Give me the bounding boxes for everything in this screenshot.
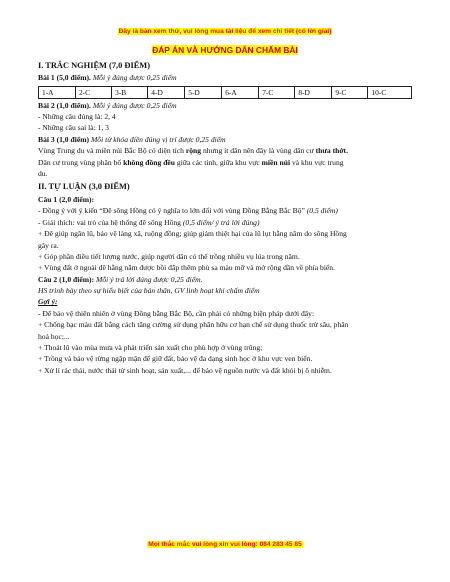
question-c2: Câu 2 (1,0 điểm): Mỗi ý trả lời đúng được 0,25 điểm. bbox=[38, 274, 203, 284]
c1-line: gây ra. bbox=[38, 240, 59, 250]
answer-cell: 5-D bbox=[185, 86, 222, 98]
hint-label: Gợi ý: bbox=[38, 297, 58, 307]
answer-cell: 7-C bbox=[259, 86, 295, 98]
answer-cell: 4-D bbox=[148, 86, 185, 98]
c2-line: + Xử lí rác thải, nước thải từ sinh hoạt, sản xuất,... để bảo vệ nguồn nước và đất khỏi bị ô nhiễm. bbox=[38, 365, 332, 375]
b3-answer-line-3: du. bbox=[38, 168, 48, 178]
b3-answer-line-1: Vùng Trung du và miền núi Bắc Bộ có diện tích rộng nhưng ít dân nên đây là vùng dân cư thưa thớt. bbox=[38, 146, 348, 156]
c1-line: + Vùng đất ở ngoài đê hằng năm được bồi đắp thêm phù sa màu mỡ và mở rộng dần về phía biển. bbox=[38, 263, 336, 273]
question-c1: Câu 1 (2,0 điểm): bbox=[38, 194, 95, 204]
section-heading-essay: II. TỰ LUẬN (3,0 ĐIỂM) bbox=[38, 182, 130, 192]
preview-banner: Đây là bản xem thử, vui lòng mua tài liệu để xem chi tiết (có lời giải) bbox=[118, 28, 332, 35]
answer-cell: 6-A bbox=[222, 86, 259, 98]
c1-line: - Đồng ý với ý kiến “Đê sông Hồng có ý nghĩa to lớn đối với vùng Đồng Bằng Bắc Bộ” (0,5 điểm) bbox=[38, 206, 338, 216]
c1-line: + Góp phần điều tiết lượng nước, giúp người dân có thể trồng nhiều vụ lúa trong năm. bbox=[38, 251, 300, 261]
question-b1: Bài 1 (5,0 điểm). Mỗi ý đúng được 0,25 điểm bbox=[38, 73, 177, 83]
answer-cell: 8-D bbox=[295, 86, 332, 98]
c2-line: + Thoát lũ vào mùa mưa và phát triển sản xuất cho phù hợp ở vùng trũng; bbox=[38, 343, 263, 353]
answer-cell: 2-C bbox=[75, 86, 111, 98]
c2-line: + Chống bạc màu đất bằng cách tăng cường sử dụng phân hữu cơ hạn chế sử dụng thuốc trừ sâu, phân bbox=[38, 320, 349, 330]
contact-footer: Mọi thắc mắc vui lòng xin vui lòng: 084 283 45 85 bbox=[148, 541, 302, 548]
section-heading-multiple-choice: I. TRẮC NGHIỆM (7,0 ĐIỂM) bbox=[38, 60, 150, 70]
question-b2: Bài 2 (1,0 điểm). Mỗi ý đúng được 0,25 điểm bbox=[38, 100, 177, 110]
c1-line: - Giải thích: vai trò của hệ thống đê sông Hồng (0,5 điểm/ ý trả lời đúng) bbox=[38, 217, 260, 227]
answer-table bbox=[38, 86, 412, 99]
c2-line: hoá học;... bbox=[38, 331, 70, 341]
answer-cell: 9-C bbox=[332, 86, 368, 98]
answer-cell: 1-A bbox=[39, 86, 76, 98]
question-b3: Bài 3 (1,0 điểm) Mỗi từ khóa điền đúng vị trí được 0,25 điểm bbox=[38, 134, 226, 144]
c1-line: + Đê giúp ngăn lũ, bảo vệ làng xã, ruộng đồng; giúp giảm thiệt hại của lũ lụt hằng năm do sông Hồng bbox=[38, 229, 347, 239]
b2-false-statements: - Những câu sai là: 1, 3 bbox=[38, 123, 109, 133]
grading-hint: HS trình bày theo sự hiểu biết của bản thân, GV linh hoạt khi chấm điểm bbox=[38, 286, 260, 296]
answer-cell: 10-C bbox=[368, 86, 412, 98]
c2-line: - Để bảo vệ thiên nhiên ở vùng Đồng bằng Bắc Bộ, cần phải có những biện pháp dưới đây: bbox=[38, 308, 315, 318]
b2-true-statements: - Những câu đúng là: 2, 4 bbox=[38, 112, 116, 121]
c2-line: + Trồng và bảo vệ rừng ngập mặn để giữ đất, bảo vệ đa dạng sinh học ở khu vực ven biển. bbox=[38, 354, 313, 364]
page-title: ĐÁP ÁN VÀ HƯỚNG DẪN CHẤM BÀI bbox=[152, 44, 298, 55]
b3-answer-line-2: Dân cư trong vùng phân bố không đồng đều giữa các tỉnh, giữa khu vực miền núi và khu vực trung bbox=[38, 157, 344, 167]
answer-cell: 3-B bbox=[112, 86, 148, 98]
